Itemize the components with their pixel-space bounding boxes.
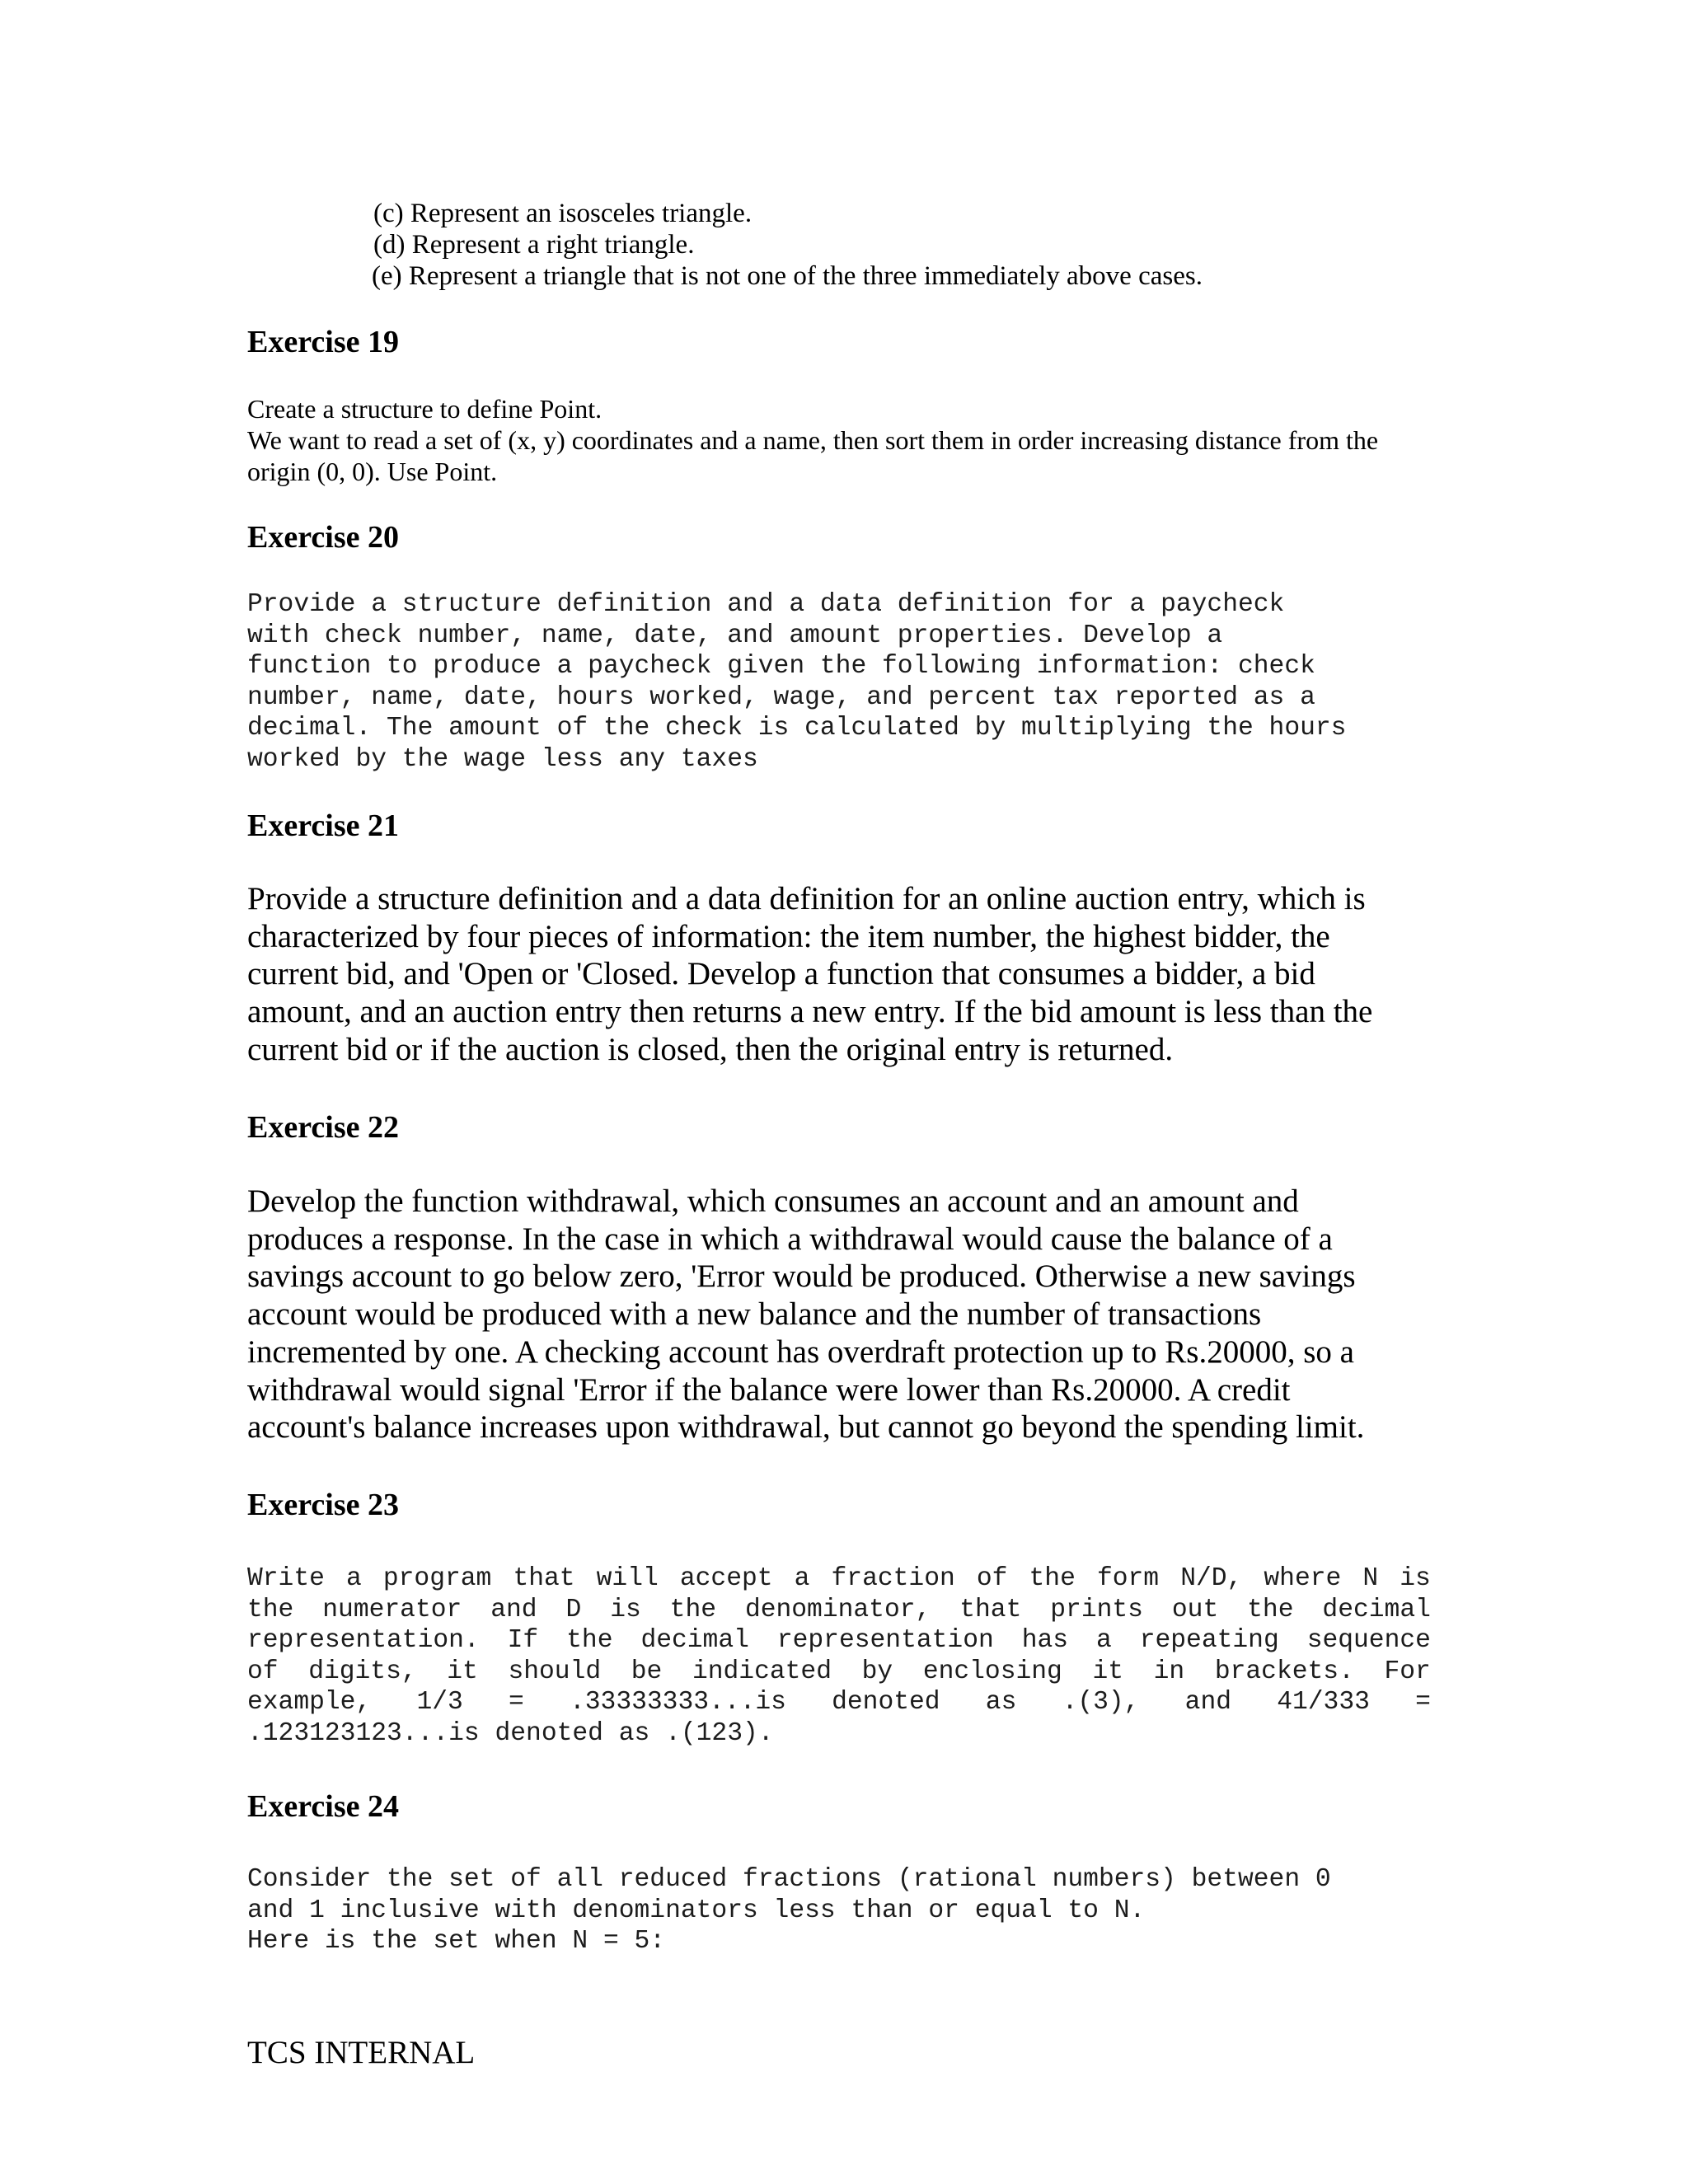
word: N [1362, 1564, 1379, 1593]
word: enclosing [922, 1657, 1062, 1686]
paragraph-line: Here is the set when N = 5: [247, 1927, 666, 1957]
paragraph-line: decimal. The amount of the check is calculated by multiplying the hours [247, 714, 1347, 743]
paragraph-line: account would be produced with a new balance and the number of transactions [247, 1296, 1262, 1333]
triangle-case-e: (e) Represent a triangle that is not one of the three immediately above cases. [372, 261, 1203, 291]
word: should [508, 1657, 602, 1686]
paragraph-line: current bid, and 'Open or 'Closed. Develop a function that consumes a bidder, a bid [247, 956, 1315, 992]
triangle-case-c: (c) Represent an isosceles triangle. [373, 199, 753, 228]
paragraph-line: function to produce a paycheck given the following information: check [247, 652, 1315, 682]
word: that [513, 1564, 575, 1593]
justified-line [247, 1657, 1431, 1688]
word: accept [679, 1564, 773, 1593]
word: .33333333...is [569, 1688, 786, 1718]
word: .(3), [1062, 1688, 1140, 1718]
paragraph-line: origin (0, 0). Use Point. [247, 457, 498, 486]
word: the [669, 1595, 717, 1624]
justified-line [247, 1687, 1431, 1718]
word: denominator, [744, 1595, 931, 1624]
word: form [1096, 1564, 1160, 1593]
paragraph-line: worked by the wage less any taxes [247, 744, 758, 774]
word: prints [1050, 1595, 1143, 1624]
word: has [1021, 1626, 1069, 1656]
word: = [509, 1688, 524, 1718]
word: numerator [322, 1595, 462, 1624]
paragraph-line: produces a response. In the case in which a withdrawal would cause the balance of a [247, 1221, 1333, 1257]
paragraph-line: savings account to go below zero, 'Error would be produced. Otherwise a new savings [247, 1258, 1356, 1295]
paragraph-line: We want to read a set of (x, y) coordinates and a name, then sort them in order increasing distance from the [247, 425, 1379, 455]
word: fraction [831, 1564, 955, 1593]
word: N/D, [1180, 1564, 1243, 1593]
word: it [1092, 1657, 1124, 1686]
word: as [985, 1688, 1017, 1718]
paragraph-line: Provide a structure definition and a data definition for an online auction entry, which is [247, 881, 1366, 916]
word: the [566, 1626, 613, 1656]
word: representation. [247, 1626, 480, 1656]
word: digits, [308, 1657, 417, 1686]
word: it [447, 1657, 478, 1686]
paragraph-line: withdrawal would signal 'Error if the balance were lower than Rs.20000. A credit [247, 1371, 1291, 1408]
exercise-21-heading: Exercise 21 [247, 808, 399, 843]
word: indicated [692, 1657, 832, 1686]
paragraph-line: Create a structure to define Point. [247, 394, 603, 424]
word: decimal [1322, 1595, 1431, 1624]
exercise-20-heading: Exercise 20 [247, 520, 399, 555]
word: that [959, 1595, 1022, 1624]
word: denoted [832, 1688, 940, 1718]
paragraph-line: current bid or if the auction is closed, then the original entry is returned. [247, 1031, 1174, 1067]
word: program [382, 1564, 492, 1593]
word: representation [776, 1626, 994, 1656]
exercise-21-body [247, 880, 1372, 1069]
word: out [1171, 1595, 1219, 1624]
exercise-23-body [247, 1563, 1431, 1750]
paragraph-line: Provide a structure definition and a data definition for a paycheck [247, 590, 1285, 619]
word: in [1153, 1657, 1185, 1686]
paragraph-line: and 1 inclusive with denominators less than or equal to N. [247, 1896, 1146, 1925]
paragraph-line: Consider the set of all reduced fractions (rational numbers) between 0 [247, 1865, 1331, 1894]
justified-line [247, 1563, 1431, 1595]
word: sequence [1306, 1626, 1431, 1656]
exercise-19-body [247, 393, 1378, 487]
word: brackets. [1214, 1657, 1354, 1686]
paragraph-line: amount, and an auction entry then returns a new entry. If the bid amount is less than the [247, 994, 1373, 1030]
exercise-19-heading: Exercise 19 [247, 325, 399, 359]
exercise-22-body [247, 1183, 1364, 1446]
paragraph-line: Develop the function withdrawal, which consumes an account and an amount and [247, 1183, 1299, 1219]
word: If [507, 1626, 539, 1656]
word: and [1184, 1688, 1232, 1718]
exercise-24-body [247, 1864, 1331, 1957]
word: by [861, 1657, 893, 1686]
word: repeating [1139, 1626, 1279, 1656]
paragraph-line: .123123123...is denoted as .(123). [247, 1718, 774, 1748]
footer-classification: TCS INTERNAL [247, 2035, 476, 2070]
word: of [976, 1564, 1008, 1593]
word: is [1400, 1564, 1431, 1593]
paragraph-line: account's balance increases upon withdrawal, but cannot go beyond the spending limit. [247, 1409, 1365, 1446]
word: is [610, 1595, 641, 1624]
justified-line [247, 1625, 1431, 1657]
word: will [596, 1564, 659, 1593]
paragraph-line: incremented by one. A checking account has overdraft protection up to Rs.20000, so a [247, 1333, 1354, 1370]
word: be [631, 1657, 663, 1686]
word: 1/3 [416, 1688, 463, 1718]
exercise-20-body [247, 589, 1346, 776]
word: decimal [640, 1626, 749, 1656]
triangle-case-d: (d) Represent a right triangle. [373, 230, 695, 260]
paragraph-line: characterized by four pieces of information: the item number, the highest bidder, the [247, 918, 1330, 954]
word: Write [247, 1564, 325, 1593]
word: where [1264, 1564, 1342, 1593]
word: a [1096, 1626, 1112, 1656]
word: example, [247, 1688, 372, 1718]
exercise-23-heading: Exercise 23 [247, 1488, 399, 1522]
word: of [247, 1657, 279, 1686]
word: the [247, 1595, 294, 1624]
word: D [565, 1595, 582, 1624]
word: and [490, 1595, 537, 1624]
word: For [1384, 1657, 1431, 1686]
paragraph-line: number, name, date, hours worked, wage, and percent tax reported as a [247, 682, 1315, 712]
word: a [346, 1564, 362, 1593]
word: 41/333 [1277, 1688, 1370, 1718]
exercise-22-heading: Exercise 22 [247, 1110, 399, 1145]
exercise-24-heading: Exercise 24 [247, 1789, 399, 1824]
word: a [794, 1564, 810, 1593]
paragraph-line: with check number, name, date, and amount properties. Develop a [247, 621, 1223, 650]
word: the [1029, 1564, 1076, 1593]
word: = [1415, 1688, 1431, 1718]
word: the [1247, 1595, 1294, 1624]
justified-line [247, 1595, 1431, 1626]
